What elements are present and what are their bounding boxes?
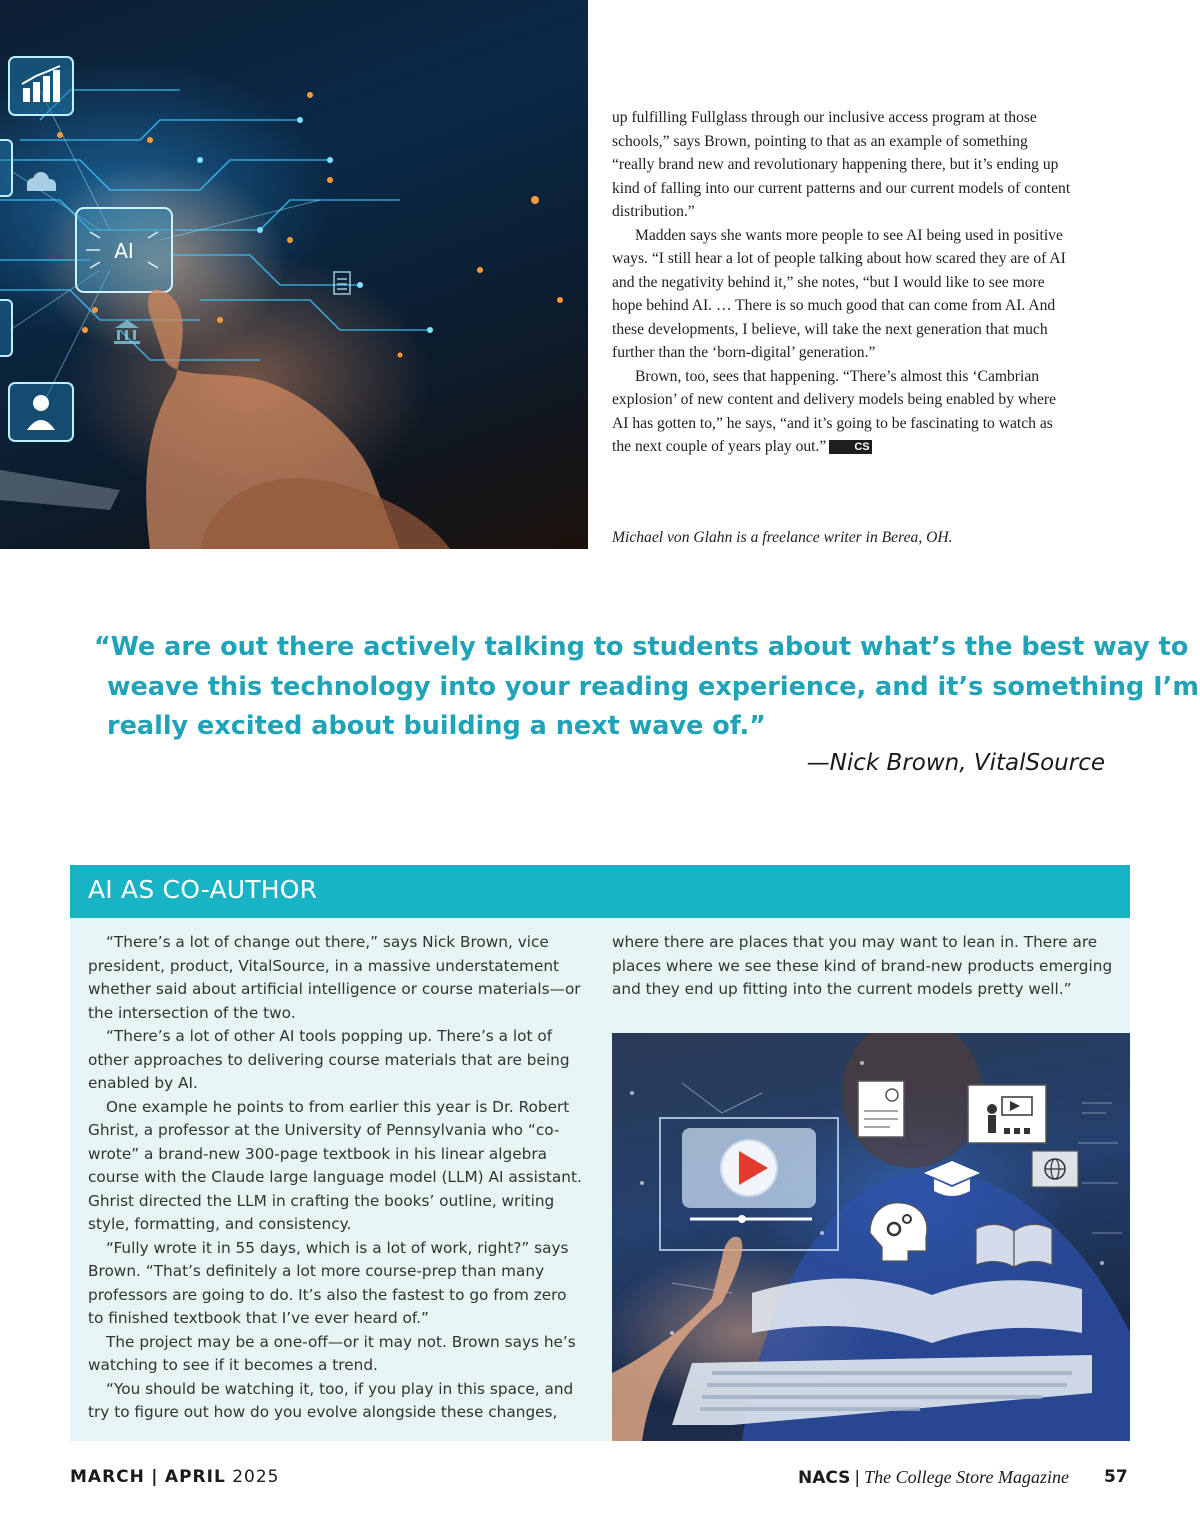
ai-chip-label: AI — [114, 239, 134, 263]
end-mark-cs: CS — [829, 440, 871, 454]
article-paragraph: up fulfilling Fullglass through our inclusive access program at those schools,” says Brown, pointing to that as an example of something “really brand new and revolutionary happening there, but it’s ending up kind of falling into our current patterns and our current models of content distribution.” — [612, 109, 1071, 220]
sidebar-left-column — [88, 931, 584, 1425]
article-continuation — [612, 106, 1072, 459]
video-play-icon — [682, 1128, 816, 1223]
pull-quote-line: “We are out there actively talking to students about what’s the best way to — [94, 632, 1189, 662]
open-book-icon — [976, 1224, 1052, 1267]
sidebar-photo — [612, 1033, 1130, 1441]
article-paragraph-text: Brown, too, sees that happening. “There’s almost this ‘Cambrian explosion’ of new content and delivery models being enabled by where AI has gotten to,” he says, “and it’s going to be fascinating to watch as the next couple of years play out.” — [612, 367, 1056, 455]
author-byline: Michael von Glahn is a freelance writer in Berea, OH. — [612, 529, 953, 546]
sidebar-paragraph: “There’s a lot of change out there,” says Nick Brown, vice president, product, VitalSource, in a massive understatement whether said about artificial intelligence or course materials—or the intersection of the two. — [88, 933, 581, 1022]
pull-quote-line: weave this technology into your reading experience, and it’s something I’m — [107, 671, 1199, 702]
sidebar-paragraph: “Fully wrote it in 55 days, which is a lot of work, right?” says Brown. “That’s definitely a lot more course-prep than many professors are going to do. It’s also the fastest to go from zero to finished textbook that I’ve ever heard of.” — [88, 1238, 569, 1327]
article-paragraph: Madden says she wants more people to see AI being used in positive ways. “I still hear a lot of people talking about how scared they are of AI and the negativity behind it,” she notes, “but I would like to see more hope behind AI. … There is so much good that can come from AI. And these developments, I believe, will take the next generation that much further than the ‘born-digital’ generation.” — [612, 226, 1066, 361]
footer-magazine-title: The College Store Magazine — [864, 1467, 1069, 1487]
bank-icon — [114, 320, 140, 344]
article-paragraph-last — [612, 365, 1072, 459]
teacher-presentation-icon — [968, 1085, 1046, 1143]
sidebar-box — [70, 865, 1130, 1441]
footer-pub-divider: | — [854, 1468, 861, 1488]
ai-chip-icon — [76, 208, 172, 292]
footer-publication — [798, 1467, 1069, 1488]
pull-quote — [94, 628, 1199, 747]
user-icon — [9, 383, 73, 441]
sidebar-paragraph: One example he points to from earlier this year is Dr. Robert Ghrist, a professor at the University of Pennsylvania who “co-wrote” a brand-new 300-page textbook in his linear algebra course with the Claude large language model (LLM) AI assistant. Ghrist directed the LLM in crafting the books’ outline, writing style, formatting, and consistency. — [88, 1097, 582, 1233]
footer-org: NACS — [798, 1468, 851, 1488]
sidebar-paragraph: “You should be watching it, too, if you play in this space, and try to figure out how do you evolve alongside these changes, — [88, 1379, 574, 1421]
sidebar-title: AI AS CO-AUTHOR — [88, 875, 318, 904]
footer-year: 2025 — [232, 1467, 280, 1487]
hero-illustration — [0, 0, 588, 549]
hero-photo — [0, 0, 588, 549]
certificate-icon — [858, 1081, 904, 1137]
footer-divider: | — [151, 1467, 159, 1487]
sidebar-paragraph: The project may be a one-off—or it may not. Brown says he’s watching to see if it becomes a trend. — [88, 1332, 576, 1374]
footer-month-1: MARCH — [70, 1467, 145, 1487]
sidebar-right-column — [612, 931, 1117, 1002]
footer-month-2: APRIL — [164, 1467, 226, 1487]
globe-laptop-icon — [1032, 1151, 1078, 1187]
bar-chart-icon — [9, 57, 73, 115]
sidebar-paragraph: “There’s a lot of other AI tools popping up. There’s a lot of other approaches to delivering course materials that are being enabled by AI. — [88, 1027, 570, 1092]
page-number: 57 — [1104, 1467, 1128, 1487]
document-icon — [334, 272, 350, 294]
pull-quote-line: really excited about building a next wave of.” — [107, 711, 766, 741]
sidebar-illustration — [612, 1033, 1130, 1441]
sidebar-header — [70, 865, 1130, 918]
pull-quote-attribution: —Nick Brown, VitalSource — [806, 750, 1105, 776]
sidebar-paragraph: where there are places that you may want to lean in. There are places where we see these kind of brand-new products emerging and they end up fitting into the current models pretty well.” — [612, 933, 1113, 998]
cloud-icon — [27, 172, 56, 191]
footer-issue-date — [70, 1467, 279, 1487]
